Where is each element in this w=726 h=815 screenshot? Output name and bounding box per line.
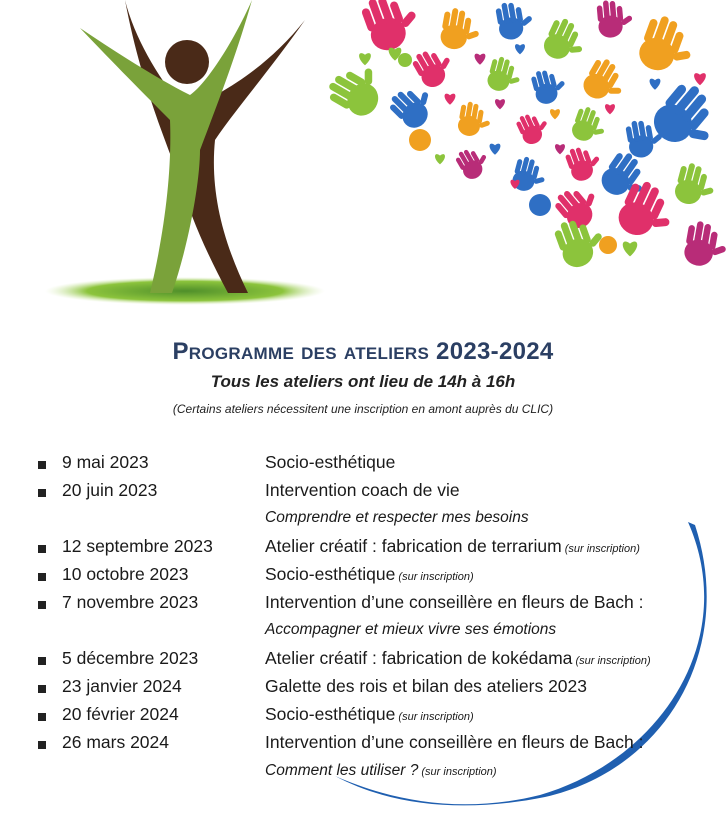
workshop-date: 26 mars 2024 [62, 732, 170, 752]
bullet-square-icon [38, 713, 46, 721]
workshop-date: 5 décembre 2023 [62, 648, 199, 668]
workshop-date: 9 mai 2023 [62, 452, 149, 472]
workshop-date: 12 septembre 2023 [62, 536, 213, 556]
registration-note: (Certains ateliers nécessitent une inscription en amont auprès du CLIC) [172, 402, 554, 416]
bullet-square-icon [38, 657, 46, 665]
schedule-subtitle: Tous les ateliers ont lieu de 14h à 16h [210, 372, 516, 391]
registration-badge: (sur inscription) [395, 711, 474, 723]
workshop-date: 20 juin 2023 [62, 480, 158, 500]
workshop-activity-label: Socio-esthétique [265, 704, 396, 724]
workshop-detail [265, 509, 529, 527]
bullet-square-icon [38, 545, 46, 553]
workshop-activity [265, 536, 640, 557]
workshop-activity [265, 592, 643, 613]
colorful-hands-illustration [323, 0, 726, 271]
workshop-date: 23 janvier 2024 [62, 676, 182, 696]
registration-badge: (sur inscription) [395, 571, 474, 583]
workshop-activity [265, 676, 587, 697]
bullet-square-icon [38, 601, 46, 609]
workshop-activity [265, 564, 474, 585]
workshop-date: 20 février 2024 [62, 704, 179, 724]
bullet-square-icon [38, 573, 46, 581]
registration-badge: (sur inscription) [561, 543, 640, 555]
registration-badge: (sur inscription) [418, 766, 497, 778]
workshop-detail-label: Accompagner et mieux vivre ses émotions [265, 621, 557, 638]
workshop-activity-label: Intervention coach de vie [265, 480, 460, 500]
bullet-square-icon [38, 741, 46, 749]
workshop-detail-label: Comprendre et respecter mes besoins [265, 509, 529, 526]
page-title: Programme des ateliers 2023-2024 [172, 338, 554, 365]
workshop-activity [265, 480, 460, 501]
workshop-date: 10 octobre 2023 [62, 564, 189, 584]
workshop-activity-label: Intervention d’une conseillère en fleurs de Bach : [265, 732, 644, 752]
workshop-date: 7 novembre 2023 [62, 592, 199, 612]
people-figure-illustration [45, 0, 325, 305]
workshop-detail [265, 621, 556, 639]
workshop-activity-label: Socio-esthétique [265, 564, 396, 584]
bullet-square-icon [38, 685, 46, 693]
workshop-activity-label: Atelier créatif : fabrication de terrarium [265, 536, 562, 556]
workshop-activity [265, 452, 395, 473]
workshop-detail-label: Comment les utiliser ? [265, 762, 419, 779]
workshop-activity [265, 648, 651, 669]
workshop-activity [265, 732, 643, 753]
workshop-activity-label: Intervention d’une conseillère en fleurs de Bach : [265, 592, 644, 612]
workshop-detail [265, 762, 497, 780]
workshop-activity-label: Socio-esthétique [265, 452, 396, 472]
workshop-activity-label: Atelier créatif : fabrication de kokédama [265, 648, 573, 668]
bullet-square-icon [38, 461, 46, 469]
workshop-activity [265, 704, 474, 725]
workshop-activity-label: Galette des rois et bilan des ateliers 2023 [265, 676, 587, 696]
bullet-square-icon [38, 489, 46, 497]
registration-badge: (sur inscription) [572, 655, 651, 667]
